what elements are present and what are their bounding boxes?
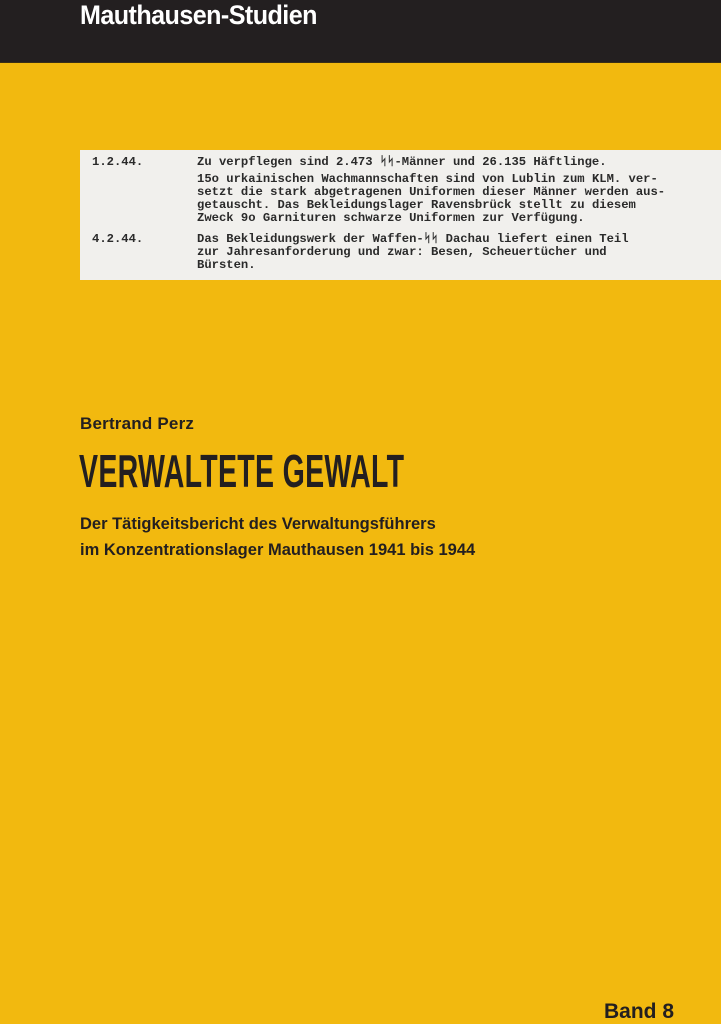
- entry-line: getauscht. Das Bekleidungslager Ravensbrück stellt zu diesem: [197, 198, 636, 212]
- entry-line: setzt die stark abgetragenen Uniformen dieser Männer werden aus-: [197, 185, 666, 199]
- subtitle-line: Der Tätigkeitsbericht des Verwaltungsführers: [80, 515, 436, 533]
- volume-number: Band 8: [604, 1000, 675, 1023]
- entry-text: [197, 156, 721, 229]
- book-title: VERWALTETE GEWALT: [79, 445, 405, 497]
- entry-line: zur Jahresanforderung und zwar: Besen, Scheuertücher und: [197, 245, 607, 259]
- entry-date: 1.2.44.: [92, 155, 144, 169]
- entry-line: Zu verpflegen sind 2.473 ᛋᛋ-Männer und 26.135 Häftlinge.: [197, 155, 607, 169]
- entry-text: [197, 233, 721, 276]
- book-author: Bertrand Perz: [80, 414, 195, 433]
- typewritten-document-excerpt: [80, 150, 721, 280]
- entry-line: Bürsten.: [197, 258, 256, 272]
- entry-paragraph: [197, 156, 721, 169]
- document-entry: [92, 233, 721, 276]
- entry-paragraph: [197, 173, 721, 225]
- series-header-bar: [0, 0, 721, 63]
- entry-date: 4.2.44.: [92, 232, 144, 246]
- entry-line: 15o urkainischen Wachmannschaften sind von Lublin zum KLM. ver-: [197, 172, 658, 186]
- entry-line: Zweck 9o Garnituren schwarze Uniformen zur Verfügung.: [197, 211, 585, 225]
- book-subtitle: [80, 511, 475, 563]
- entry-paragraph: [197, 233, 721, 272]
- series-title: Mauthausen-Studien: [80, 0, 317, 30]
- subtitle-line: im Konzentrationslager Mauthausen 1941 bis 1944: [80, 541, 476, 559]
- entry-line: Das Bekleidungswerk der Waffen-ᛋᛋ Dachau liefert einen Teil: [197, 232, 629, 246]
- document-entry: [92, 156, 721, 229]
